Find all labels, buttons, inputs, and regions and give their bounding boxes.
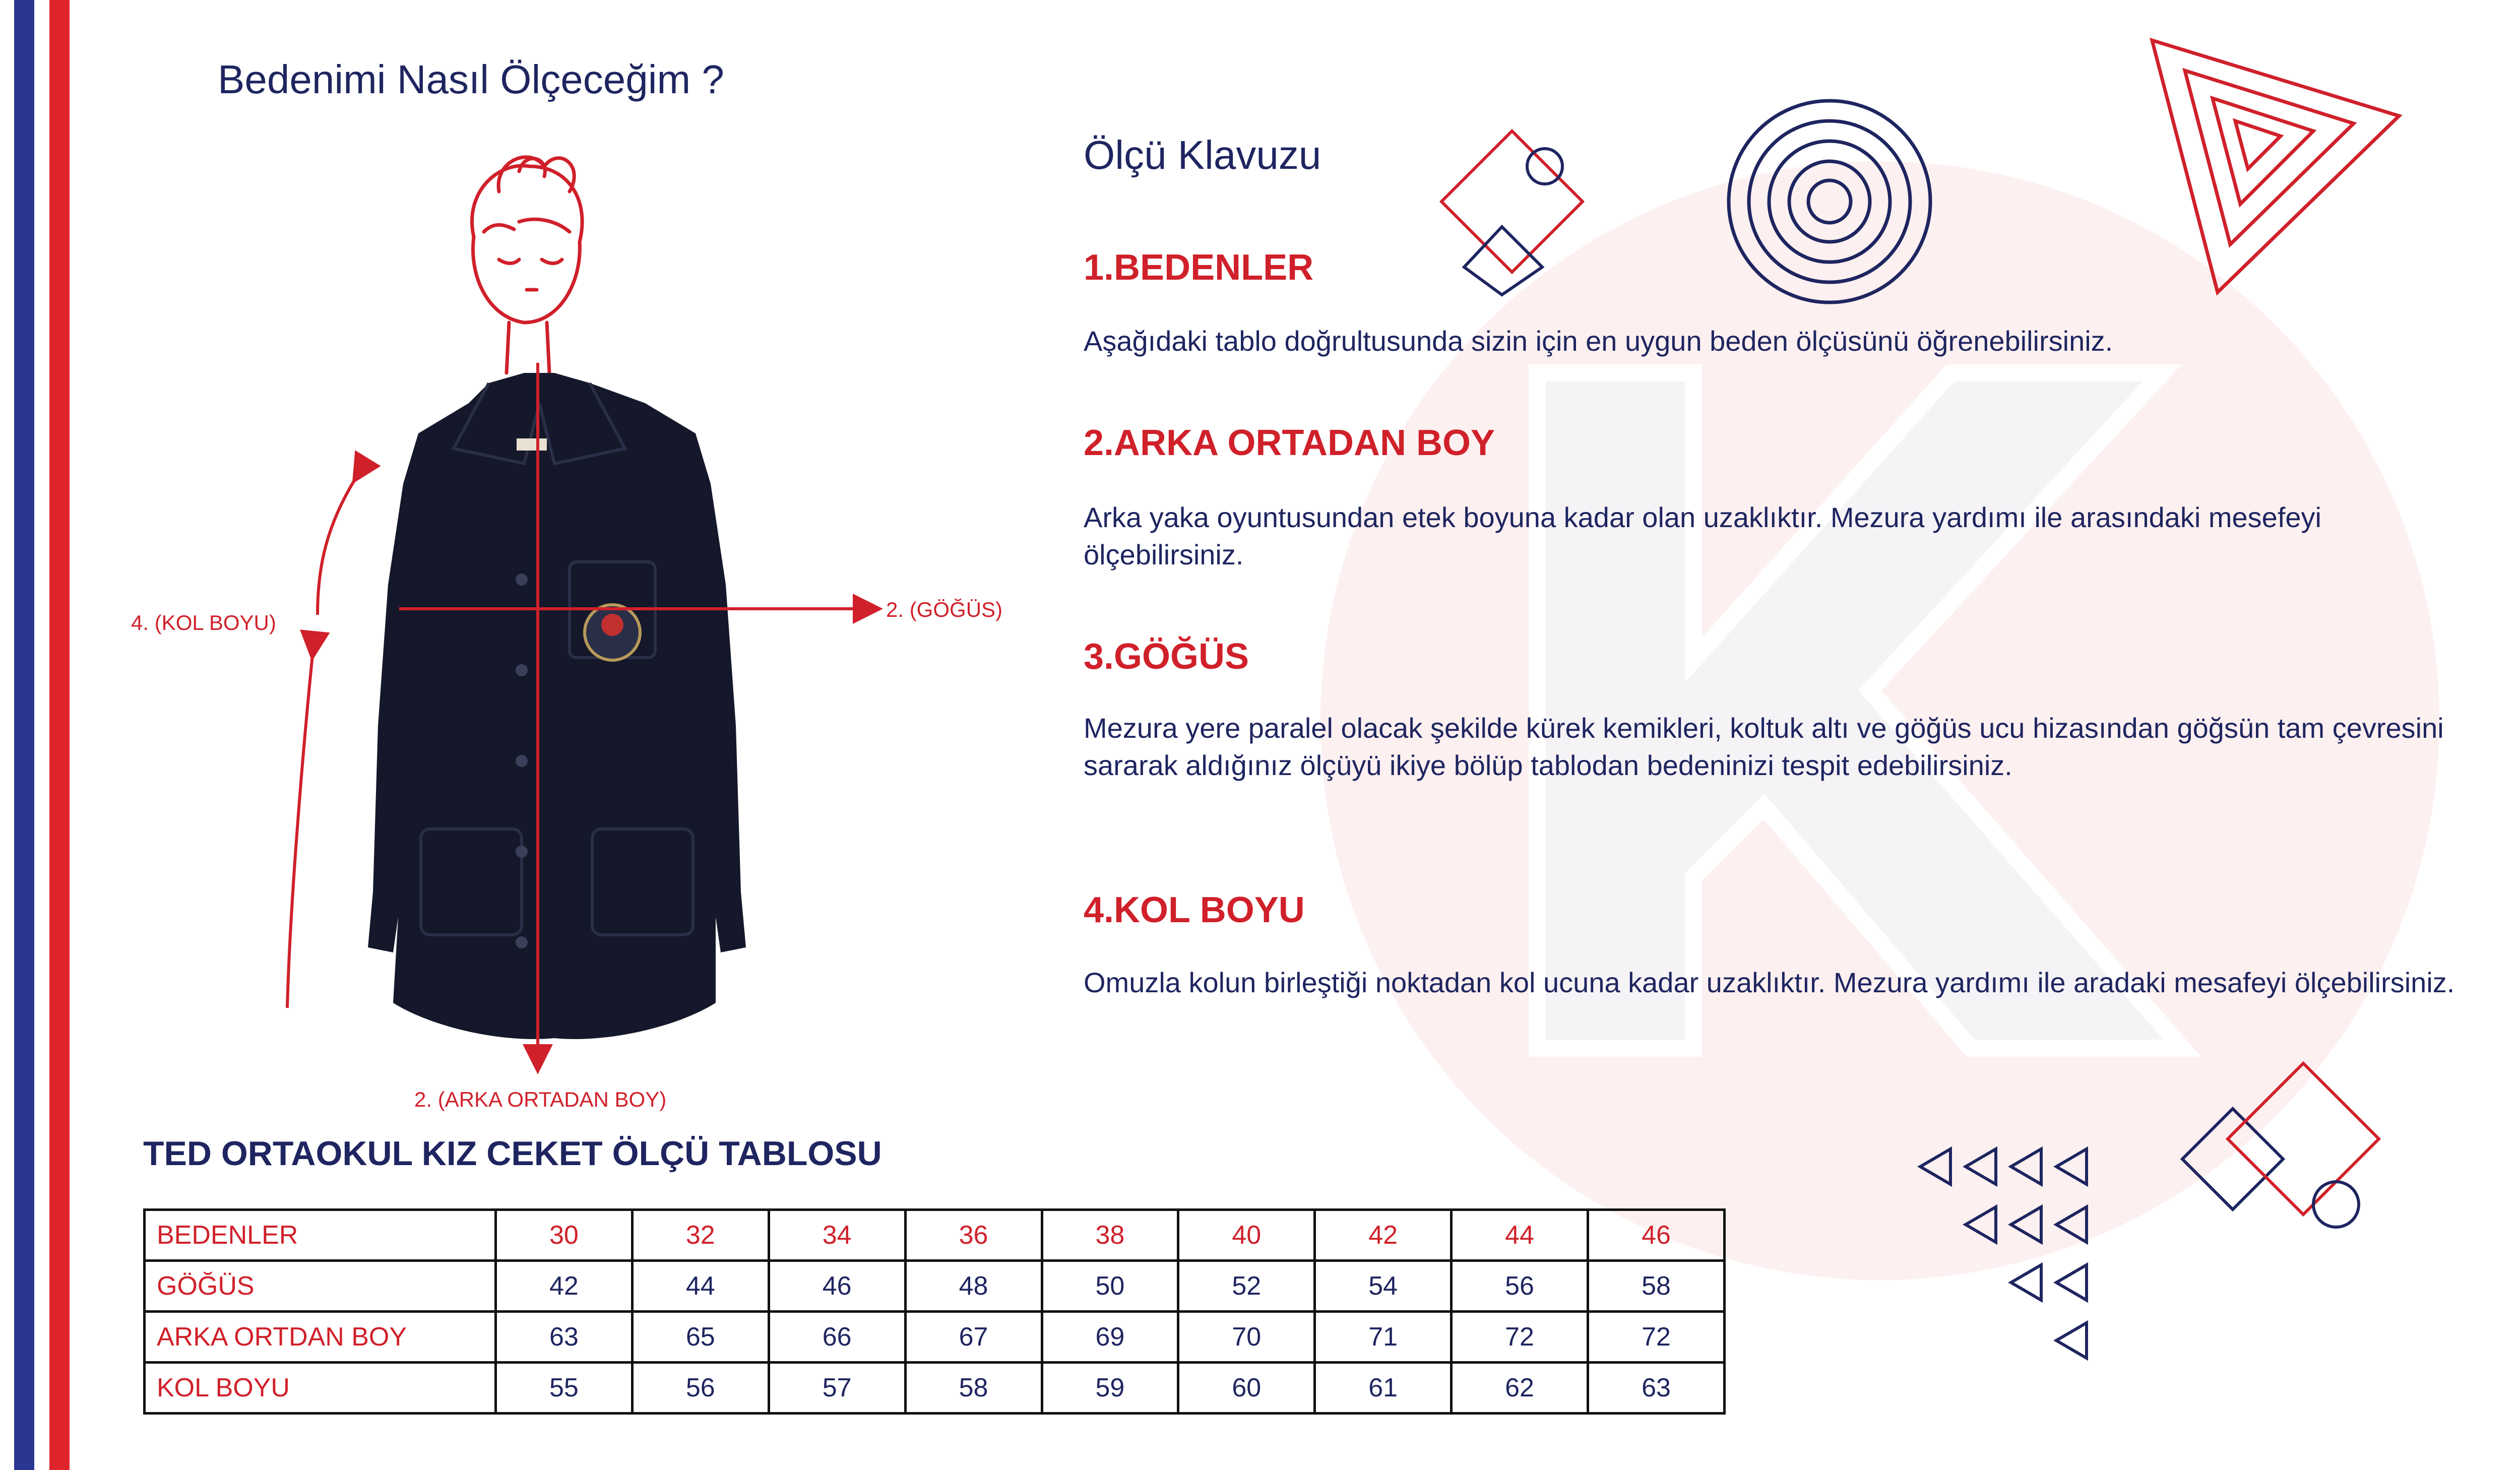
section-text-bedenler: Aşağıdaki tablo doğrultusunda sizin için en uygun beden ölçüsünü öğrenebilirsiniz. — [1084, 325, 2113, 357]
stripe-white — [34, 0, 49, 1470]
table-cell: 36 — [905, 1210, 1042, 1261]
table-cell: 38 — [1042, 1210, 1178, 1261]
section-heading-bedenler: 1.BEDENLER — [1084, 247, 1314, 288]
table-cell: 46 — [769, 1261, 905, 1312]
arrow-triangles-icon — [1915, 1144, 2117, 1386]
table-row — [145, 1312, 1725, 1363]
table-cell: 57 — [769, 1363, 905, 1414]
table-cell: 56 — [1452, 1261, 1588, 1312]
guide-title: Ölçü Klavuzu — [1084, 133, 1321, 177]
table-row — [145, 1210, 1725, 1261]
page-title: Bedenimi Nasıl Ölçeceğim ? — [218, 57, 724, 102]
table-cell: 30 — [496, 1210, 633, 1261]
section-heading-gogus: 3.GÖĞÜS — [1084, 636, 1249, 677]
section-heading-kol-boyu: 4.KOL BOYU — [1084, 890, 1305, 930]
label-arka-ortadan-boy: 2. (ARKA ORTADAN BOY) — [414, 1088, 667, 1111]
table-cell: 72 — [1588, 1312, 1725, 1363]
table-title: TED ORTAOKUL KIZ CEKET ÖLÇÜ TABLOSU — [143, 1134, 882, 1173]
nested-triangles-icon — [2147, 35, 2409, 297]
table-cell: 44 — [632, 1261, 769, 1312]
section-text-kol-boyu: Omuzla kolun birleştiği noktadan kol ucuna kadar uzaklıktır. Mezura yardımı ile aradaki mesafeyi ölçebilirsiniz. — [1084, 967, 2455, 998]
table-cell: 66 — [769, 1312, 905, 1363]
table-cell: 34 — [769, 1210, 905, 1261]
section-text-gogus: Mezura yere paralel olacak şekilde kürek kemikleri, koltuk altı ve göğüs ucu hizasından göğsün tam çevresini sararak aldığınız ölçüyü ikiye bölüp tablodan bedeninizi tespit edebilirsiniz. — [1084, 712, 2444, 781]
stripe-red — [49, 0, 70, 1470]
table-cell: 48 — [905, 1261, 1042, 1312]
face-sketch-icon — [423, 136, 635, 388]
table-cell: 32 — [632, 1210, 769, 1261]
table-cell: 59 — [1042, 1363, 1178, 1414]
table-cell: 69 — [1042, 1312, 1178, 1363]
table-cell: 58 — [905, 1363, 1042, 1414]
table-row — [145, 1363, 1725, 1414]
table-cell: 56 — [632, 1363, 769, 1414]
row-label: KOL BOYU — [145, 1363, 496, 1414]
table-cell: 70 — [1178, 1312, 1315, 1363]
diamond-shapes-bottom-icon — [2157, 1058, 2399, 1270]
table-cell: 71 — [1315, 1312, 1452, 1363]
table-cell: 52 — [1178, 1261, 1315, 1312]
measurement-lines — [272, 353, 927, 1099]
label-kol-boyu: 4. (KOL BOYU) — [131, 611, 276, 634]
table-cell: 62 — [1452, 1363, 1588, 1414]
table-cell: 72 — [1452, 1312, 1588, 1363]
concentric-circles-icon — [1724, 96, 1935, 307]
table-cell: 44 — [1452, 1210, 1588, 1261]
table-cell: 58 — [1588, 1261, 1725, 1312]
table-cell: 50 — [1042, 1261, 1178, 1312]
label-gogus: 2. (GÖĞÜS) — [886, 598, 1003, 621]
table-cell: 63 — [496, 1312, 633, 1363]
table-cell: 54 — [1315, 1261, 1452, 1312]
size-table — [143, 1208, 1726, 1415]
row-label: ARKA ORTDAN BOY — [145, 1312, 496, 1363]
table-cell: 42 — [1315, 1210, 1452, 1261]
table-cell: 46 — [1588, 1210, 1725, 1261]
table-cell: 63 — [1588, 1363, 1725, 1414]
table-cell: 55 — [496, 1363, 633, 1414]
row-label: BEDENLER — [145, 1210, 496, 1261]
stripe-navy — [14, 0, 34, 1470]
table-cell: 60 — [1178, 1363, 1315, 1414]
section-text-arka-ortadan-boy: Arka yaka oyuntusundan etek boyuna kadar olan uzaklıktır. Mezura yardımı ile arasındaki mesefeyi ölçebilirsiniz. — [1084, 501, 2321, 570]
row-label: GÖĞÜS — [145, 1261, 496, 1312]
table-cell: 40 — [1178, 1210, 1315, 1261]
table-cell: 67 — [905, 1312, 1042, 1363]
table-cell: 61 — [1315, 1363, 1452, 1414]
table-cell: 65 — [632, 1312, 769, 1363]
table-cell: 42 — [496, 1261, 633, 1312]
table-row — [145, 1261, 1725, 1312]
section-heading-arka-ortadan-boy: 2.ARKA ORTADAN BOY — [1084, 423, 1495, 463]
diamond-shapes-icon — [1426, 126, 1598, 297]
